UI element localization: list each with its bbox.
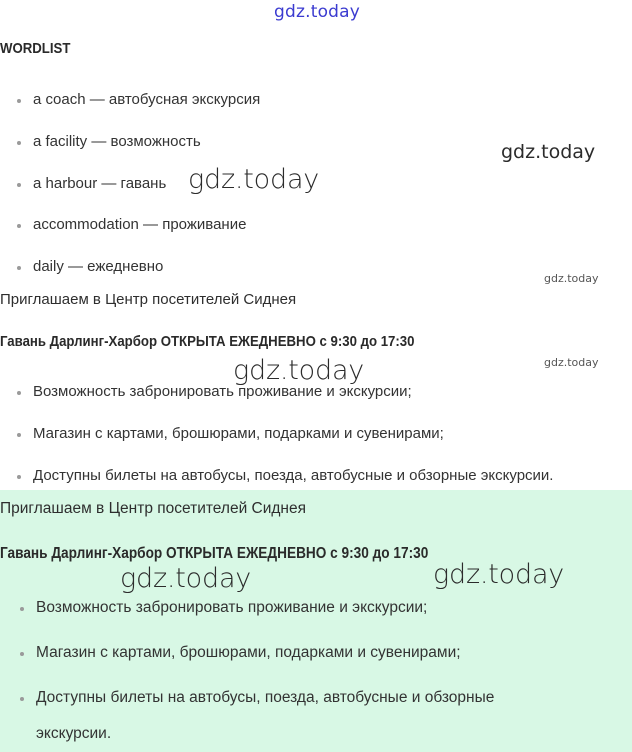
bullet-icon xyxy=(17,183,21,187)
wordlist-item: daily — ежедневно xyxy=(33,258,260,282)
wordlist-item: accommodation — проживание xyxy=(33,216,260,258)
bullet-icon xyxy=(17,99,21,103)
bullet-icon xyxy=(17,391,21,395)
translation-list xyxy=(36,599,494,749)
bullet-icon xyxy=(20,652,24,656)
watermark: gdz.today xyxy=(544,272,599,285)
watermark: gdz.today xyxy=(233,355,365,386)
translation-item: Магазин с картами, брошюрами, подарками и сувенирами; xyxy=(36,644,494,689)
translation-panel xyxy=(0,490,632,752)
bullet-icon xyxy=(20,697,24,701)
wordlist-item: a harbour — гавань xyxy=(33,175,260,216)
bullet-icon xyxy=(17,433,21,437)
bullet-icon xyxy=(20,607,24,611)
watermark: gdz.today xyxy=(544,356,599,369)
watermark: gdz.today xyxy=(433,559,565,590)
translation-heading: Гавань Дарлинг-Харбор ОТКРЫТА ЕЖЕДНЕВНО с 9:30 до 17:30 xyxy=(0,545,429,562)
watermark-top[interactable]: gdz.today xyxy=(274,2,361,22)
wordlist xyxy=(33,91,260,282)
translation-intro: Приглашаем в Центр посетителей Сиднея xyxy=(0,500,307,517)
wordlist-item: a facility — возможность xyxy=(33,133,260,175)
notice-intro: Приглашаем в Центр посетителей Сиднея xyxy=(0,291,297,308)
notice-item: Магазин с картами, брошюрами, подарками и сувенирами; xyxy=(33,425,553,467)
notice-item: Возможность забронировать проживание и экскурсии; xyxy=(33,383,553,425)
wordlist-item: a coach — автобусная экскурсия xyxy=(33,91,260,133)
wordlist-heading: WORDLIST xyxy=(0,40,71,57)
watermark: gdz.today xyxy=(501,141,596,163)
notice-heading: Гавань Дарлинг-Харбор ОТКРЫТА ЕЖЕДНЕВНО с 9:30 до 17:30 xyxy=(0,333,415,350)
bullet-icon xyxy=(17,224,21,228)
bullet-icon xyxy=(17,475,21,479)
watermark: gdz.today xyxy=(120,563,252,594)
bullet-icon xyxy=(17,266,21,270)
notice-item: Доступны билеты на автобусы, поезда, автобусные и обзорные экскурсии. xyxy=(33,467,553,491)
translation-item: Доступны билеты на автобусы, поезда, автобусные и обзорные xyxy=(36,689,494,725)
translation-item: Возможность забронировать проживание и экскурсии; xyxy=(36,599,494,644)
bullet-icon xyxy=(17,141,21,145)
notice-list xyxy=(33,383,553,491)
watermark: gdz.today xyxy=(188,164,320,195)
translation-item-continuation: экскурсии. xyxy=(36,725,112,742)
